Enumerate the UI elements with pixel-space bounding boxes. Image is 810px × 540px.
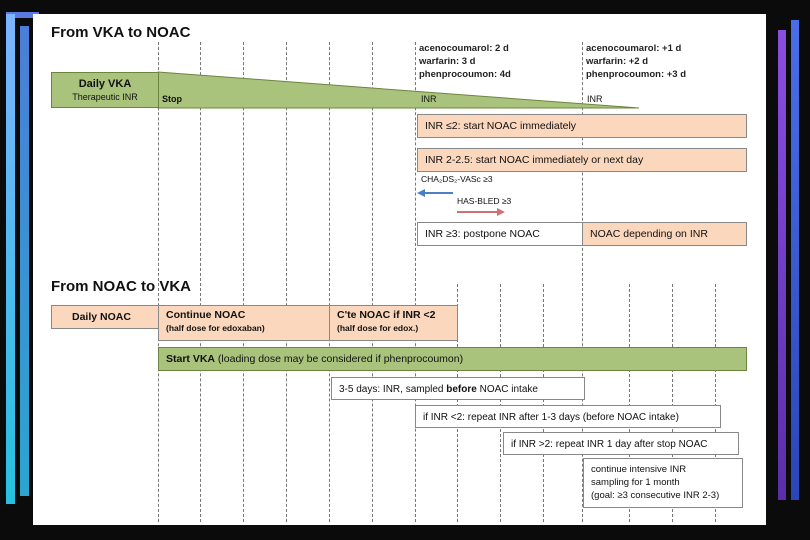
box-inr-ge3: INR ≥3: postpone NOAC xyxy=(417,222,583,246)
cha2ds2-vasc-label: CHA₂DS₂-VASc ≥3 xyxy=(421,174,493,184)
frame-right-bar-purple xyxy=(778,30,786,500)
step4-line3: (goal: ≥3 consecutive INR 2-3) xyxy=(591,490,720,501)
daily-vka-sub: Therapeutic INR xyxy=(72,92,138,102)
continue-noac-label: Continue NOAC xyxy=(166,309,246,321)
drug-b-1: acenocoumarol: +1 d xyxy=(586,43,682,54)
daily-noac-box: Daily NOAC xyxy=(51,305,159,329)
drug-a-1: acenocoumarol: 2 d xyxy=(419,43,509,54)
stop-label: Stop xyxy=(162,94,182,104)
step1-text-a: 3-5 days: INR, sampled xyxy=(339,384,447,395)
step-inr-gt2: if INR >2: repeat INR 1 day after stop NOAC xyxy=(503,432,739,455)
step-inr-3-5-days xyxy=(331,377,585,400)
frame-left-bar-inner xyxy=(20,26,29,496)
inr-label-a: INR xyxy=(421,94,437,104)
gridline xyxy=(500,284,501,522)
continue-noac-box xyxy=(158,305,330,341)
drug-a-3: phenprocoumon: 4d xyxy=(419,69,511,80)
cte-noac-box xyxy=(329,305,458,341)
step4-line1: continue intensive INR xyxy=(591,464,687,475)
inr-label-b: INR xyxy=(587,94,603,104)
box-noac-depending: NOAC depending on INR xyxy=(582,222,747,246)
box-inr-le2: INR ≤2: start NOAC immediately xyxy=(417,114,747,138)
step4-line2: sampling for 1 month xyxy=(591,477,680,488)
step-inr-lt2: if INR <2: repeat INR after 1-3 days (before NOAC intake) xyxy=(415,405,721,428)
drug-a-2: warfarin: 3 d xyxy=(419,56,476,67)
frame-right-bar-blue xyxy=(791,20,799,500)
start-vka-label: Start VKA xyxy=(166,353,216,365)
start-vka-note: (loading dose may be considered if phenprocoumon) xyxy=(215,353,464,365)
daily-vka-label: Daily VKA xyxy=(78,78,132,90)
cte-noac-label: C'te NOAC if INR <2 xyxy=(337,309,436,321)
step1-text-c: NOAC intake xyxy=(476,384,538,395)
box-inr-2-2-5: INR 2-2.5: start NOAC immediately or next day xyxy=(417,148,747,172)
step1-text-b: before xyxy=(446,384,477,395)
has-bled-label: HAS-BLED ≥3 xyxy=(457,196,512,206)
drug-b-3: phenprocoumon: +3 d xyxy=(586,69,687,80)
frame-left-bar xyxy=(6,14,15,504)
step-continue-intensive xyxy=(583,458,743,508)
drug-b-2: warfarin: +2 d xyxy=(586,56,649,67)
cte-noac-sub: (half dose for edox.) xyxy=(337,323,419,333)
start-vka-bar xyxy=(158,347,747,371)
continue-noac-sub: (half dose for edoxaban) xyxy=(166,323,265,333)
section-title-vka-to-noac: From VKA to NOAC xyxy=(51,24,191,41)
section-title-noac-to-vka: From NOAC to VKA xyxy=(51,278,191,295)
slide xyxy=(33,14,766,525)
arrows xyxy=(33,14,766,234)
gridline xyxy=(543,284,544,522)
